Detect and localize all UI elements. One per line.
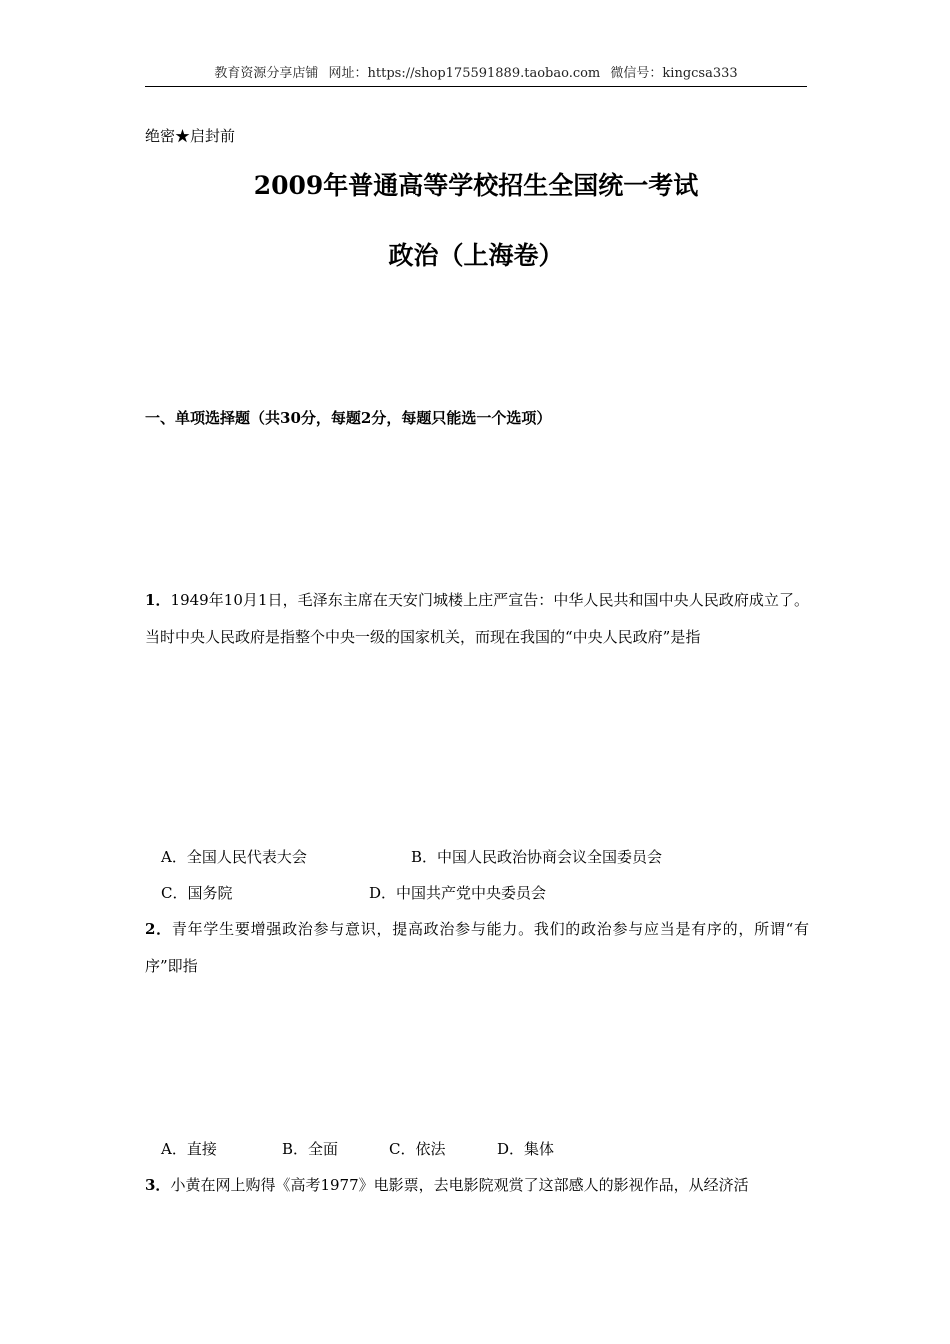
question-1 [145,582,809,656]
option-d: D．中国共产党中央委员会 [369,884,547,902]
option-a: A．全国人民代表大会 [161,848,307,866]
question-text: 青年学生要增强政治参与意识，提高政治参与能力。我们的政治参与应当是有序的，所谓“有序”即指 [145,920,809,975]
option-c: C．国务院 [161,884,233,902]
exam-subtitle: 政治（上海卷） [388,241,564,270]
section-heading: 一、单项选择题（共30分，每题2分，每题只能选一个选项） [145,409,552,427]
question-number: 3． [145,1176,171,1194]
question-3 [145,1167,809,1204]
option-c: C．依法 [389,1140,446,1158]
confidential-label: 绝密★启封前 [145,127,236,145]
option-d: D．集体 [497,1140,555,1158]
header-wechat: 微信号：kingcsa333 [610,66,738,81]
option-a: A．直接 [161,1140,217,1158]
question-number: 2． [145,920,172,938]
question-text: 小黄在网上购得《高考1977》电影票，去电影院观赏了这部感人的影视作品，从经济活 [170,1176,749,1194]
page-header [145,64,807,87]
exam-title: 2009年普通高等学校招生全国统一考试 [253,171,699,200]
question-2 [145,911,809,985]
option-b: B．全面 [282,1140,339,1158]
header-url[interactable]: 网址：https://shop175591889.taobao.com [328,66,601,81]
question-number: 1． [145,591,171,609]
header-shop: 教育资源分享店铺 [214,66,319,81]
question-text: 1949年10月1日，毛泽东主席在天安门城楼上庄严宣告：中华人民共和国中央人民政府成立了。当时中央人民政府是指整个中央一级的国家机关，而现在我国的“中央人民政府”是指 [145,591,810,646]
option-b: B．中国人民政治协商会议全国委员会 [411,848,663,866]
